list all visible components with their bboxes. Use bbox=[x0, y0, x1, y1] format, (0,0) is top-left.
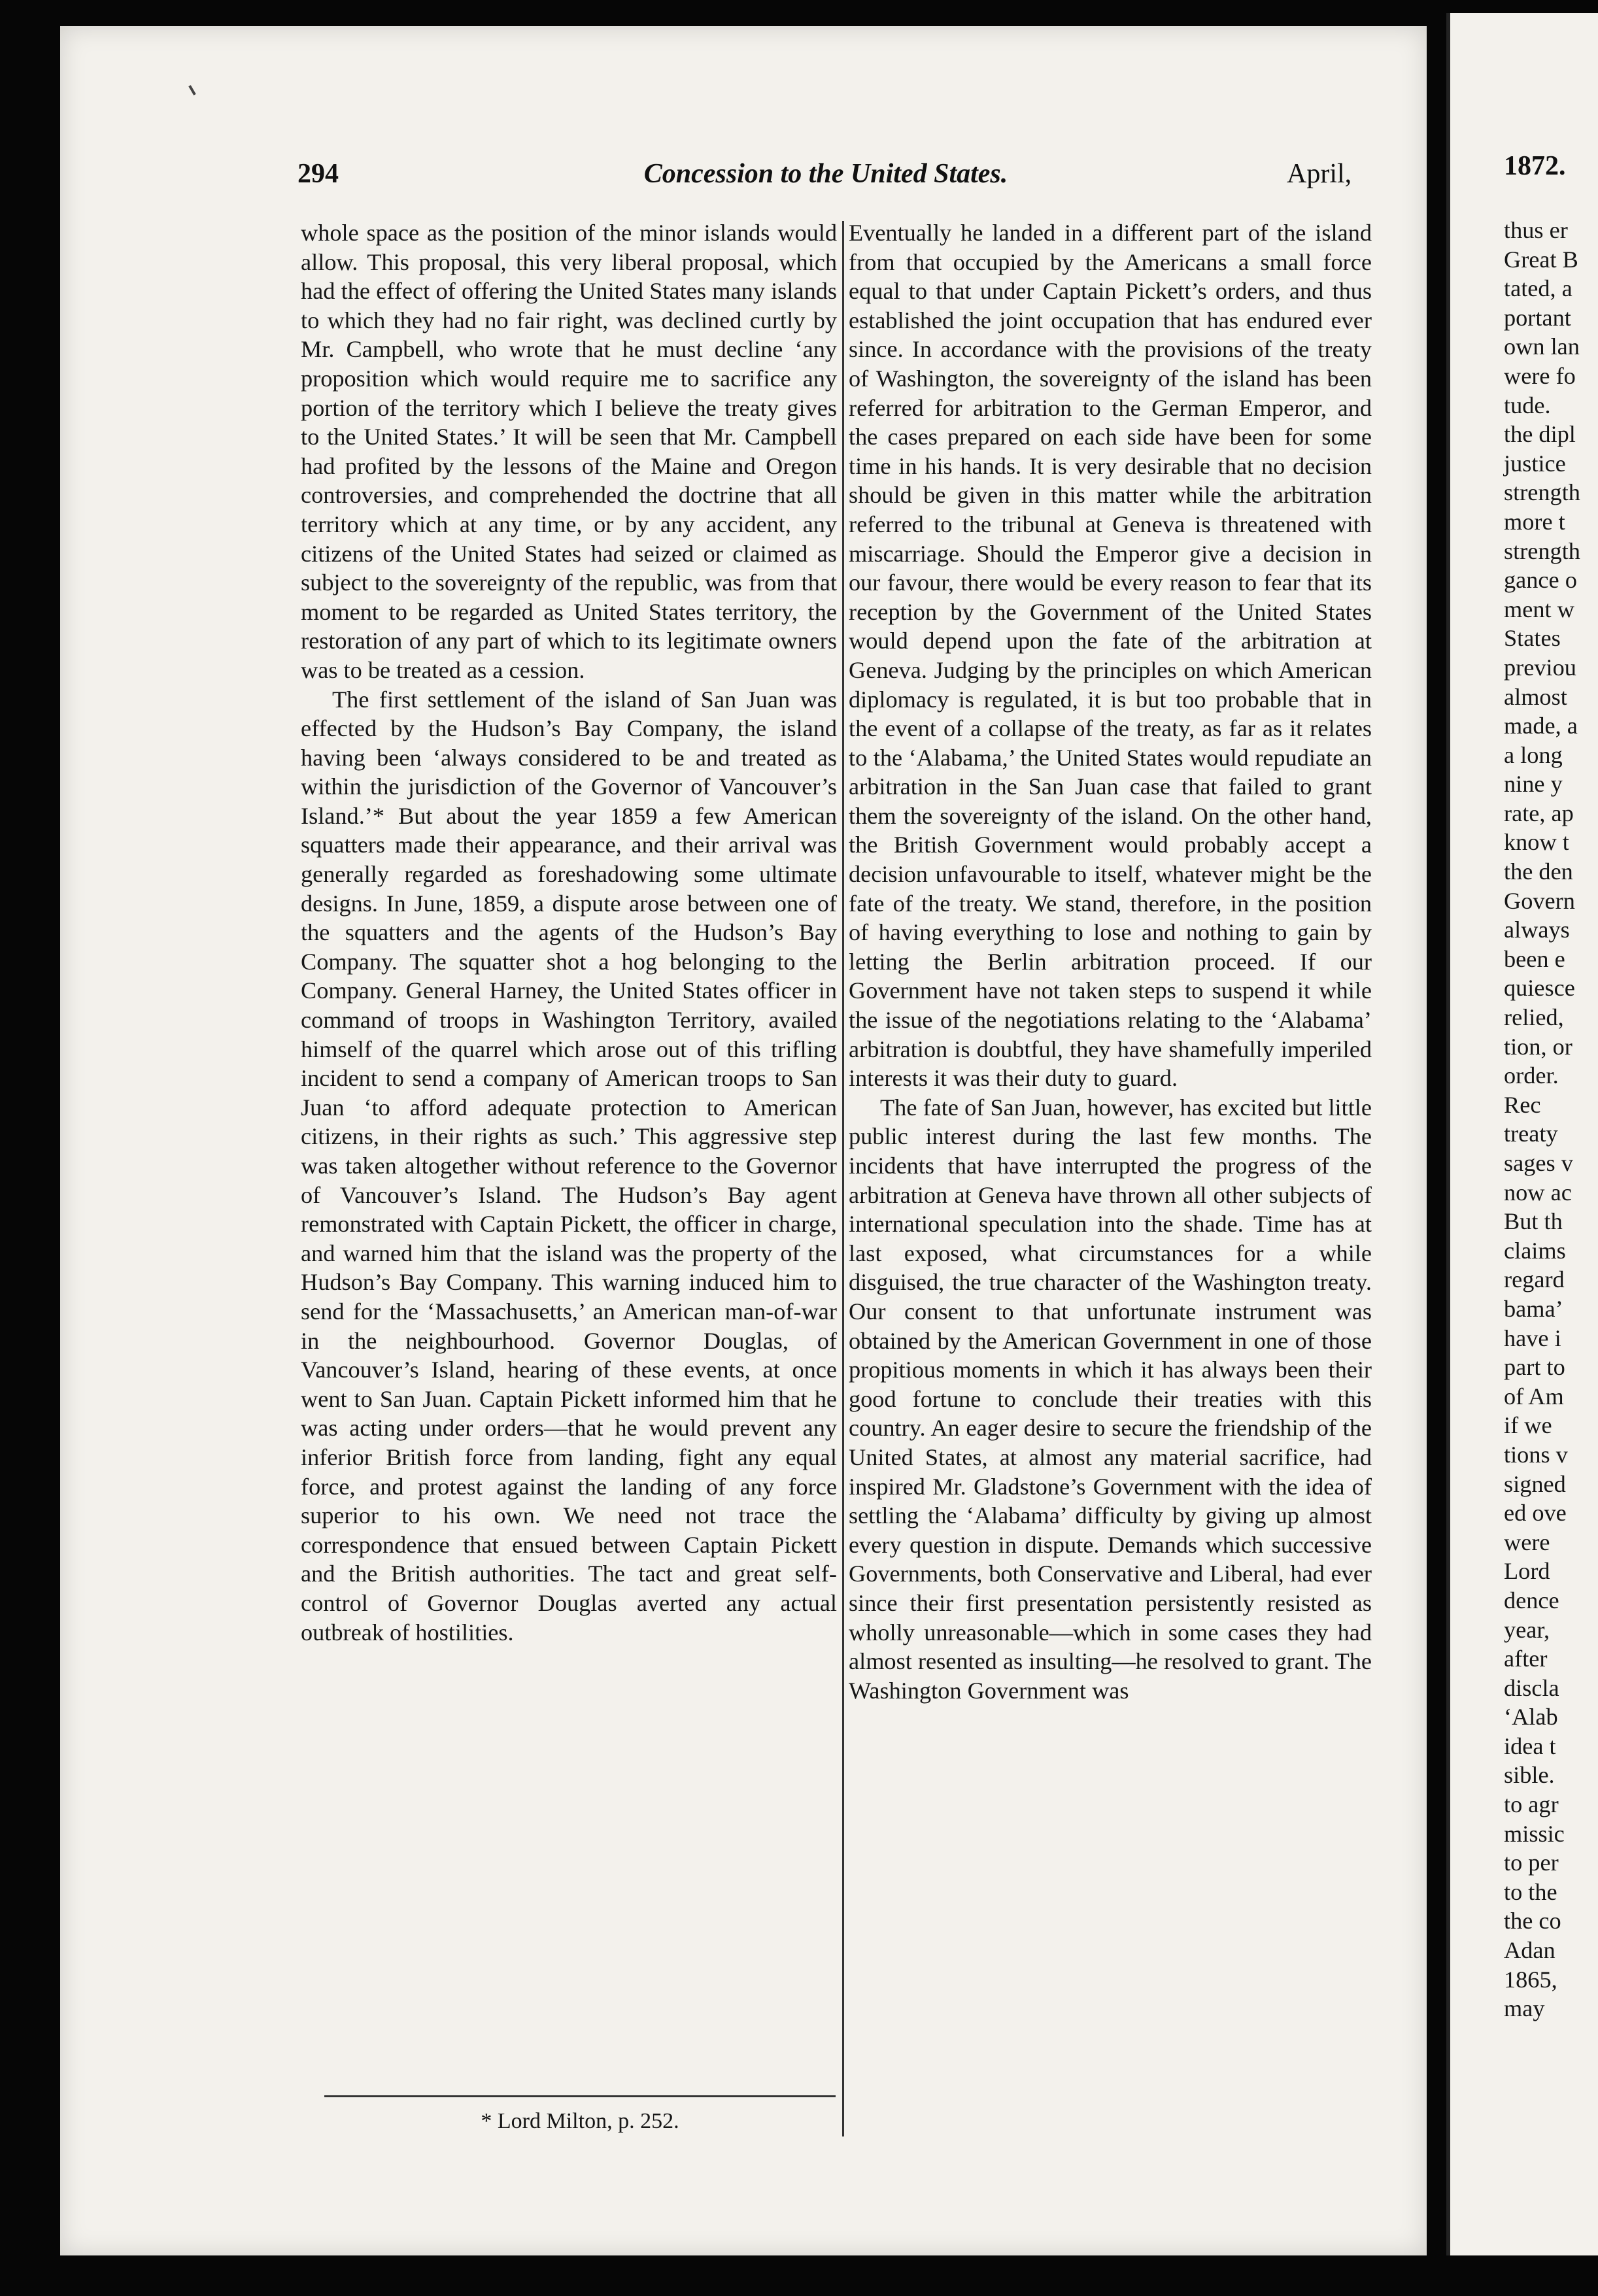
right-page-line: ‘Alab bbox=[1504, 1704, 1558, 1730]
right-page-line: discla bbox=[1504, 1674, 1559, 1701]
right-page-line: signed bbox=[1504, 1470, 1566, 1497]
text-column-right bbox=[849, 218, 1372, 1705]
right-page-line: previou bbox=[1504, 654, 1576, 681]
right-page-line: to agr bbox=[1504, 1791, 1559, 1818]
right-page-line: 1865, bbox=[1504, 1966, 1557, 1993]
right-page-line: a long bbox=[1504, 741, 1563, 768]
right-page bbox=[1446, 13, 1598, 2255]
right-page-line: tions v bbox=[1504, 1441, 1568, 1468]
right-page-line: But th bbox=[1504, 1208, 1563, 1235]
right-page-line: may bbox=[1504, 1995, 1545, 2022]
right-page-line: Govern bbox=[1504, 887, 1575, 914]
right-page-line: Great B bbox=[1504, 246, 1578, 273]
right-page-line: strength bbox=[1504, 537, 1580, 564]
right-page-line: to the bbox=[1504, 1878, 1557, 1905]
running-title bbox=[0, 158, 1367, 190]
footnote-divider bbox=[324, 2095, 836, 2097]
column-divider bbox=[842, 221, 844, 2136]
right-page-line: justice bbox=[1504, 450, 1566, 477]
right-page-line: bama’ bbox=[1504, 1295, 1563, 1322]
right-page-line: after bbox=[1504, 1646, 1548, 1672]
running-title-text: Concession to the United States. bbox=[643, 159, 1008, 189]
right-page-line: States bbox=[1504, 625, 1561, 652]
right-page-line: were fo bbox=[1504, 362, 1576, 389]
stray-mark bbox=[188, 85, 196, 95]
right-page-line: were bbox=[1504, 1528, 1550, 1555]
right-page-line: have i bbox=[1504, 1325, 1561, 1351]
paragraph: whole space as the position of the minor islands would allow. This proposal, this very liberal proposal, which had the effect of offering the United States many islands to which they had no fair right, was declined curtly by Mr. Campbell, who wrote that he must decline ‘any proposition which would require me to sacrifice any portion of the territory which I believe the treaty gives to the United States.’ It will be seen that Mr. Campbell had profited by the lessons of the Maine and Oregon controversies, and comprehended the doctrine that all territory which at any time, or by any accident, any citizens of the United States had seized or claimed as subject to the sovereignty of the republic, was from that moment to be regarded as United States territory, the restoration of any part of which to its legitimate owners was to be treated as a cession. bbox=[301, 220, 837, 683]
month-label: April, bbox=[1287, 159, 1352, 189]
right-page-year: 1872. bbox=[1504, 151, 1566, 181]
right-page-line: treaty bbox=[1504, 1121, 1558, 1147]
right-page-line: relied, bbox=[1504, 1004, 1564, 1031]
right-page-line: claims bbox=[1504, 1237, 1566, 1264]
right-page-line: tion, or bbox=[1504, 1033, 1572, 1060]
right-page-line: Rec bbox=[1504, 1091, 1541, 1118]
right-page-line: year, bbox=[1504, 1616, 1550, 1643]
right-page-line: sible. bbox=[1504, 1762, 1555, 1789]
right-page-line: gance o bbox=[1504, 567, 1577, 594]
right-page-line: the den bbox=[1504, 858, 1573, 885]
right-page-line: quiesce bbox=[1504, 975, 1575, 1002]
right-page-line: strength bbox=[1504, 479, 1580, 506]
right-page-line: been e bbox=[1504, 945, 1565, 972]
right-page-line: sages v bbox=[1504, 1150, 1573, 1176]
footnote: * Lord Milton, p. 252. bbox=[481, 2109, 679, 2133]
right-page-line: made, a bbox=[1504, 713, 1578, 739]
right-page-line: order. bbox=[1504, 1062, 1559, 1089]
right-page-line: missic bbox=[1504, 1820, 1565, 1847]
right-page-line: the co bbox=[1504, 1908, 1561, 1934]
right-page-line: dence bbox=[1504, 1587, 1559, 1613]
right-page-line: Adan bbox=[1504, 1937, 1556, 1964]
right-page-line: regard bbox=[1504, 1266, 1565, 1293]
right-page-line: to per bbox=[1504, 1849, 1559, 1876]
right-page-line: tude. bbox=[1504, 392, 1551, 418]
right-page-line: almost bbox=[1504, 683, 1567, 710]
right-page-line: if we bbox=[1504, 1412, 1552, 1439]
right-page-line: portant bbox=[1504, 304, 1571, 331]
right-page-line: part to bbox=[1504, 1354, 1565, 1381]
right-page-line: the dipl bbox=[1504, 421, 1576, 448]
paragraph: The first settlement of the island of San Juan was effected by the Hudson’s Bay Company, the island having been ‘always considered to be and treated as within the jurisdiction of the Governor of Vancouver’s Island.’* But about the year 1859 a few American squatters made their appearance, and their arrival was generally regarded as foreshadowing some ultimate designs. In June, 1859, a dispute arose between one of the squatters and the agents of the Hudson’s Bay Company. The squatter shot a hog belonging to the Company. General Harney, the United States officer in command of troops in Washington Territory, availed himself of the quarrel which arose out of this trifling incident to send a company of American troops to San Juan ‘to afford adequate protection to American citizens, in their rights as such.’ This aggressive step was taken altogether without reference to the Governor of Vancouver’s Island. The Hudson’s Bay agent remonstrated with Captain Pickett, the officer in charge, and warned him that the island was the property of the Hudson’s Bay Company. This warning induced him to send for the ‘Massachusetts,’ an American man-of-war in the neighbourhood. Governor Douglas, of Vancouver’s Island, hearing of these events, at once went to San Juan. Captain Pickett informed him that he was acting under orders—that he would prevent any inferior British force from landing, fight any equal force, and protest against the landing of any force superior to his own. We need not trace the correspondence that ensued between Captain Pickett and the British authorities. The tact and great self-control of Governor Douglas averted any actual outbreak of hostilities. bbox=[301, 686, 837, 1646]
paragraph: Eventually he landed in a different part of the island from that occupied by the Americans a small force equal to that under Captain Pickett’s orders, and thus established the joint occupation that has endured ever since. In accordance with the provisions of the treaty of Washington, the sovereignty of the island has been referred for arbitration to the German Emperor, and the cases prepared on each side have been for some time in his hands. It is very desirable that no decision should be given in this matter while the arbitration referred to the tribunal at Geneva is threatened with miscarriage. Should the Emperor give a decision in our favour, there would be every reason to fear that its reception by the Government of the United States would depend upon the fate of the arbitration at Geneva. Judging by the principles on which American diplomacy is regulated, it is but too probable that in the event of a collapse of the treaty, as far as it relates to the ‘Alabama,’ the United States would repudiate an arbitration in the San Juan case that failed to grant them the sovereignty of the island. On the other hand, the British Government would probably accept a decision unfavourable to itself, whatever might be the fate of the treaty. We stand, therefore, in the position of having everything to lose and nothing to gain by letting the Berlin arbitration proceed. If our Government have not taken steps to suspend it while the issue of the negotiations relating to the ‘Alabama’ arbitration is doubtful, they have shamefully imperiled interests it was their duty to guard. bbox=[849, 220, 1372, 1092]
right-page-line: ment w bbox=[1504, 596, 1574, 622]
paragraph: The fate of San Juan, however, has excited but little public interest during the last few months. The incidents that have interrupted the progress of the arbitration at Geneva have thrown all other subjects of international speculation into the shade. Time has at last exposed, what circumstances for a while disguised, the true character of the Washington treaty. Our consent to that unfortunate instrument was obtained by the American Government in one of those propitious moments in which it has always been their good fortune to conclude their treaties with this country. An eager desire to secure the friendship of the United States, at almost any material sacrifice, had inspired Mr. Gladstone’s Government with the idea of settling the ‘Alabama’ difficulty by giving up almost every question in dispute. Demands which successive Governments, both Conservative and Liberal, had ever since their first presentation persistently resisted as wholly unreasonable—which in some cases they had almost resented as insulting—he resolved to grant. The Washington Government was bbox=[849, 1094, 1372, 1704]
right-page-line: ed ove bbox=[1504, 1500, 1567, 1527]
right-page-line: thus er bbox=[1504, 217, 1568, 243]
right-page-line: own lan bbox=[1504, 333, 1580, 360]
right-page-line: know t bbox=[1504, 829, 1569, 856]
right-page-line: of Am bbox=[1504, 1383, 1564, 1410]
right-page-line: Lord bbox=[1504, 1558, 1550, 1585]
right-page-line: tated, a bbox=[1504, 275, 1572, 302]
right-page-text bbox=[1504, 216, 1580, 2023]
right-page-line: now ac bbox=[1504, 1179, 1572, 1206]
right-page-line: nine y bbox=[1504, 771, 1563, 798]
right-page-line: rate, ap bbox=[1504, 800, 1574, 826]
page-number: 294 bbox=[298, 159, 339, 189]
right-page-line: always bbox=[1504, 917, 1570, 943]
text-column-left bbox=[301, 218, 837, 1647]
right-page-line: more t bbox=[1504, 508, 1565, 535]
right-page-line: idea t bbox=[1504, 1732, 1556, 1759]
